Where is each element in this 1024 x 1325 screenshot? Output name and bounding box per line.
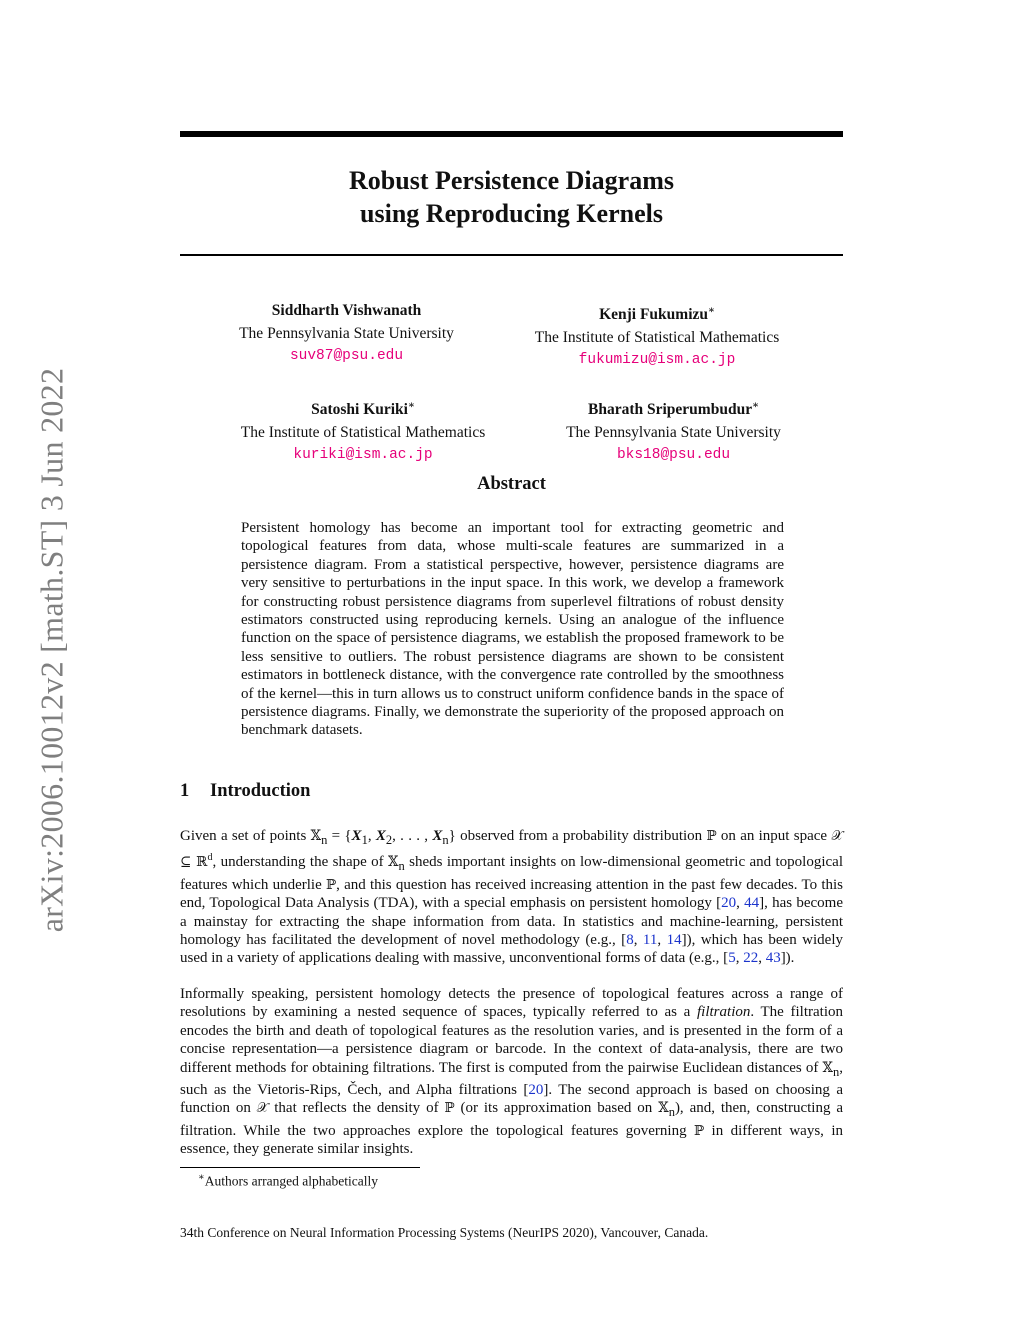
- footnote: [198, 1172, 378, 1190]
- arxiv-identifier-text: arXiv:2006.10012v2 [math.ST] 3 Jun 2022: [33, 367, 70, 933]
- author-email[interactable]: bks18@psu.edu: [616, 447, 731, 464]
- footnote-marker: ∗: [198, 1172, 205, 1183]
- title-line-1: Robust Persistence Diagrams: [349, 166, 674, 195]
- footnote-marker: ∗: [752, 400, 759, 411]
- author-email[interactable]: suv87@psu.edu: [289, 348, 404, 364]
- citation-link[interactable]: 14: [666, 932, 682, 949]
- author-name: Siddharth Vishwanath: [271, 302, 422, 319]
- author-affiliation: The Institute of Statistical Mathematics: [534, 329, 780, 347]
- arxiv-identifier: [28, 348, 76, 952]
- section-number: 1: [180, 781, 190, 801]
- citation-link[interactable]: 11: [642, 932, 658, 949]
- intro-paragraph-2: Informally speaking, persistent homology detects the presence of topological features across a range of resolutions by examining a nested sequence of spaces, typically referred to as a filtration. The filtration encodes the birth and death of topological features as the resolution varies, and is presented in the form of a concise representation—a persistence diagram or barcode. In the context of data-analysis, there are two different methods for obtaining filtrations. The first is computed from the pairwise Euclidean distances of 𝕏$_n$, such as the Vietoris-Rips, Čech, and Alpha filtrations [20]. The second approach is based on choosing a function on 𝒳 that reflects the density of ℙ (or its approximation based on 𝕏$_n$), and, then, constructing a filtration. While the two approaches explore the topological features governing ℙ in different ways, in essence, they generate similar insights.: [180, 986, 843, 1158]
- author-email[interactable]: kuriki@ism.ac.jp: [293, 447, 433, 464]
- citation-link[interactable]: 43: [765, 950, 781, 967]
- citation-link[interactable]: 20: [721, 895, 737, 912]
- intro-paragraph-1: Given a set of points 𝕏$_n$ = {$X_1$, $X_2$, . . . , $X_n$} observed from a probability distribution ℙ on an input space 𝒳 ⊆ ℝ$^d$, understanding the shape of 𝕏$_n$ sheds important insights on low-dimensional geometric and topological features which underlie ℙ, and this question has received increasing attention in the past few decades. To this end, Topological Data Analysis (TDA), with a special emphasis on persistent homology [20, 44], has become a mainstay for extracting the shape information from data. In statistics and machine-learning, persistent homology has facilitated the development of novel methodology (e.g., [8, 11, 14]), which has been widely used in a variety of applications dealing with massive, unconventional forms of data (e.g., [5, 22, 43]).: [180, 828, 844, 967]
- title-top-rule: [180, 131, 843, 137]
- footnote-rule: [180, 1167, 420, 1168]
- citation-link[interactable]: 20: [528, 1082, 544, 1099]
- section-heading: [180, 781, 310, 802]
- author-block-4: [546, 394, 801, 467]
- author-email[interactable]: fukumizu@ism.ac.jp: [578, 352, 736, 369]
- footnote-marker: ∗: [407, 400, 415, 411]
- author-affiliation: The Pennsylvania State University: [566, 424, 781, 442]
- title-line-2: using Reproducing Kernels: [360, 199, 663, 228]
- author-affiliation: The Institute of Statistical Mathematics: [240, 424, 486, 442]
- title-bottom-rule: [180, 254, 843, 256]
- citation-link[interactable]: 44: [744, 895, 760, 912]
- footnote-text: Authors arranged alphabetically: [204, 1173, 378, 1189]
- citation-link[interactable]: 5: [728, 950, 736, 967]
- author-block-1: [180, 299, 513, 368]
- author-name: Satoshi Kuriki∗: [311, 400, 415, 419]
- venue-line: 34th Conference on Neural Information Processing Systems (NeurIPS 2020), Vancouver, Canada.: [180, 1225, 709, 1240]
- author-name: Bharath Sriperumbudur∗: [588, 400, 759, 419]
- author-block-3: [180, 394, 546, 467]
- author-block-2: [513, 299, 801, 372]
- citation-link[interactable]: 22: [743, 950, 759, 967]
- footnote-marker: ∗: [708, 305, 715, 316]
- author-affiliation: The Pennsylvania State University: [239, 325, 454, 342]
- abstract-text: Persistent homology has become an important tool for extracting geometric and topological features from data, whose multi-scale features are summarized in a persistence diagram. From a statistical perspective, however, persistence diagrams are very sensitive to perturbations in the input space. In this work, we develop a framework for constructing robust persistence diagrams from superlevel filtrations of robust density estimators constructed using reproducing kernels. Using an analogue of the influence function on the space of persistence diagrams, we establish the proposed framework to be less sensitive to outliers. The robust persistence diagrams are shown to be consistent estimators in bottleneck distance, with the convergence rate controlled by the smoothness of the kernel—this in turn allows us to construct uniform confidence bands in the space of persistence diagrams. Finally, we demonstrate the superiority of the proposed approach on benchmark datasets.: [241, 520, 784, 739]
- citation-link[interactable]: 8: [626, 932, 634, 949]
- author-name: Kenji Fukumizu∗: [599, 305, 715, 324]
- section-title: Introduction: [210, 781, 311, 801]
- paper-title: [180, 164, 843, 230]
- abstract-heading: Abstract: [477, 474, 546, 494]
